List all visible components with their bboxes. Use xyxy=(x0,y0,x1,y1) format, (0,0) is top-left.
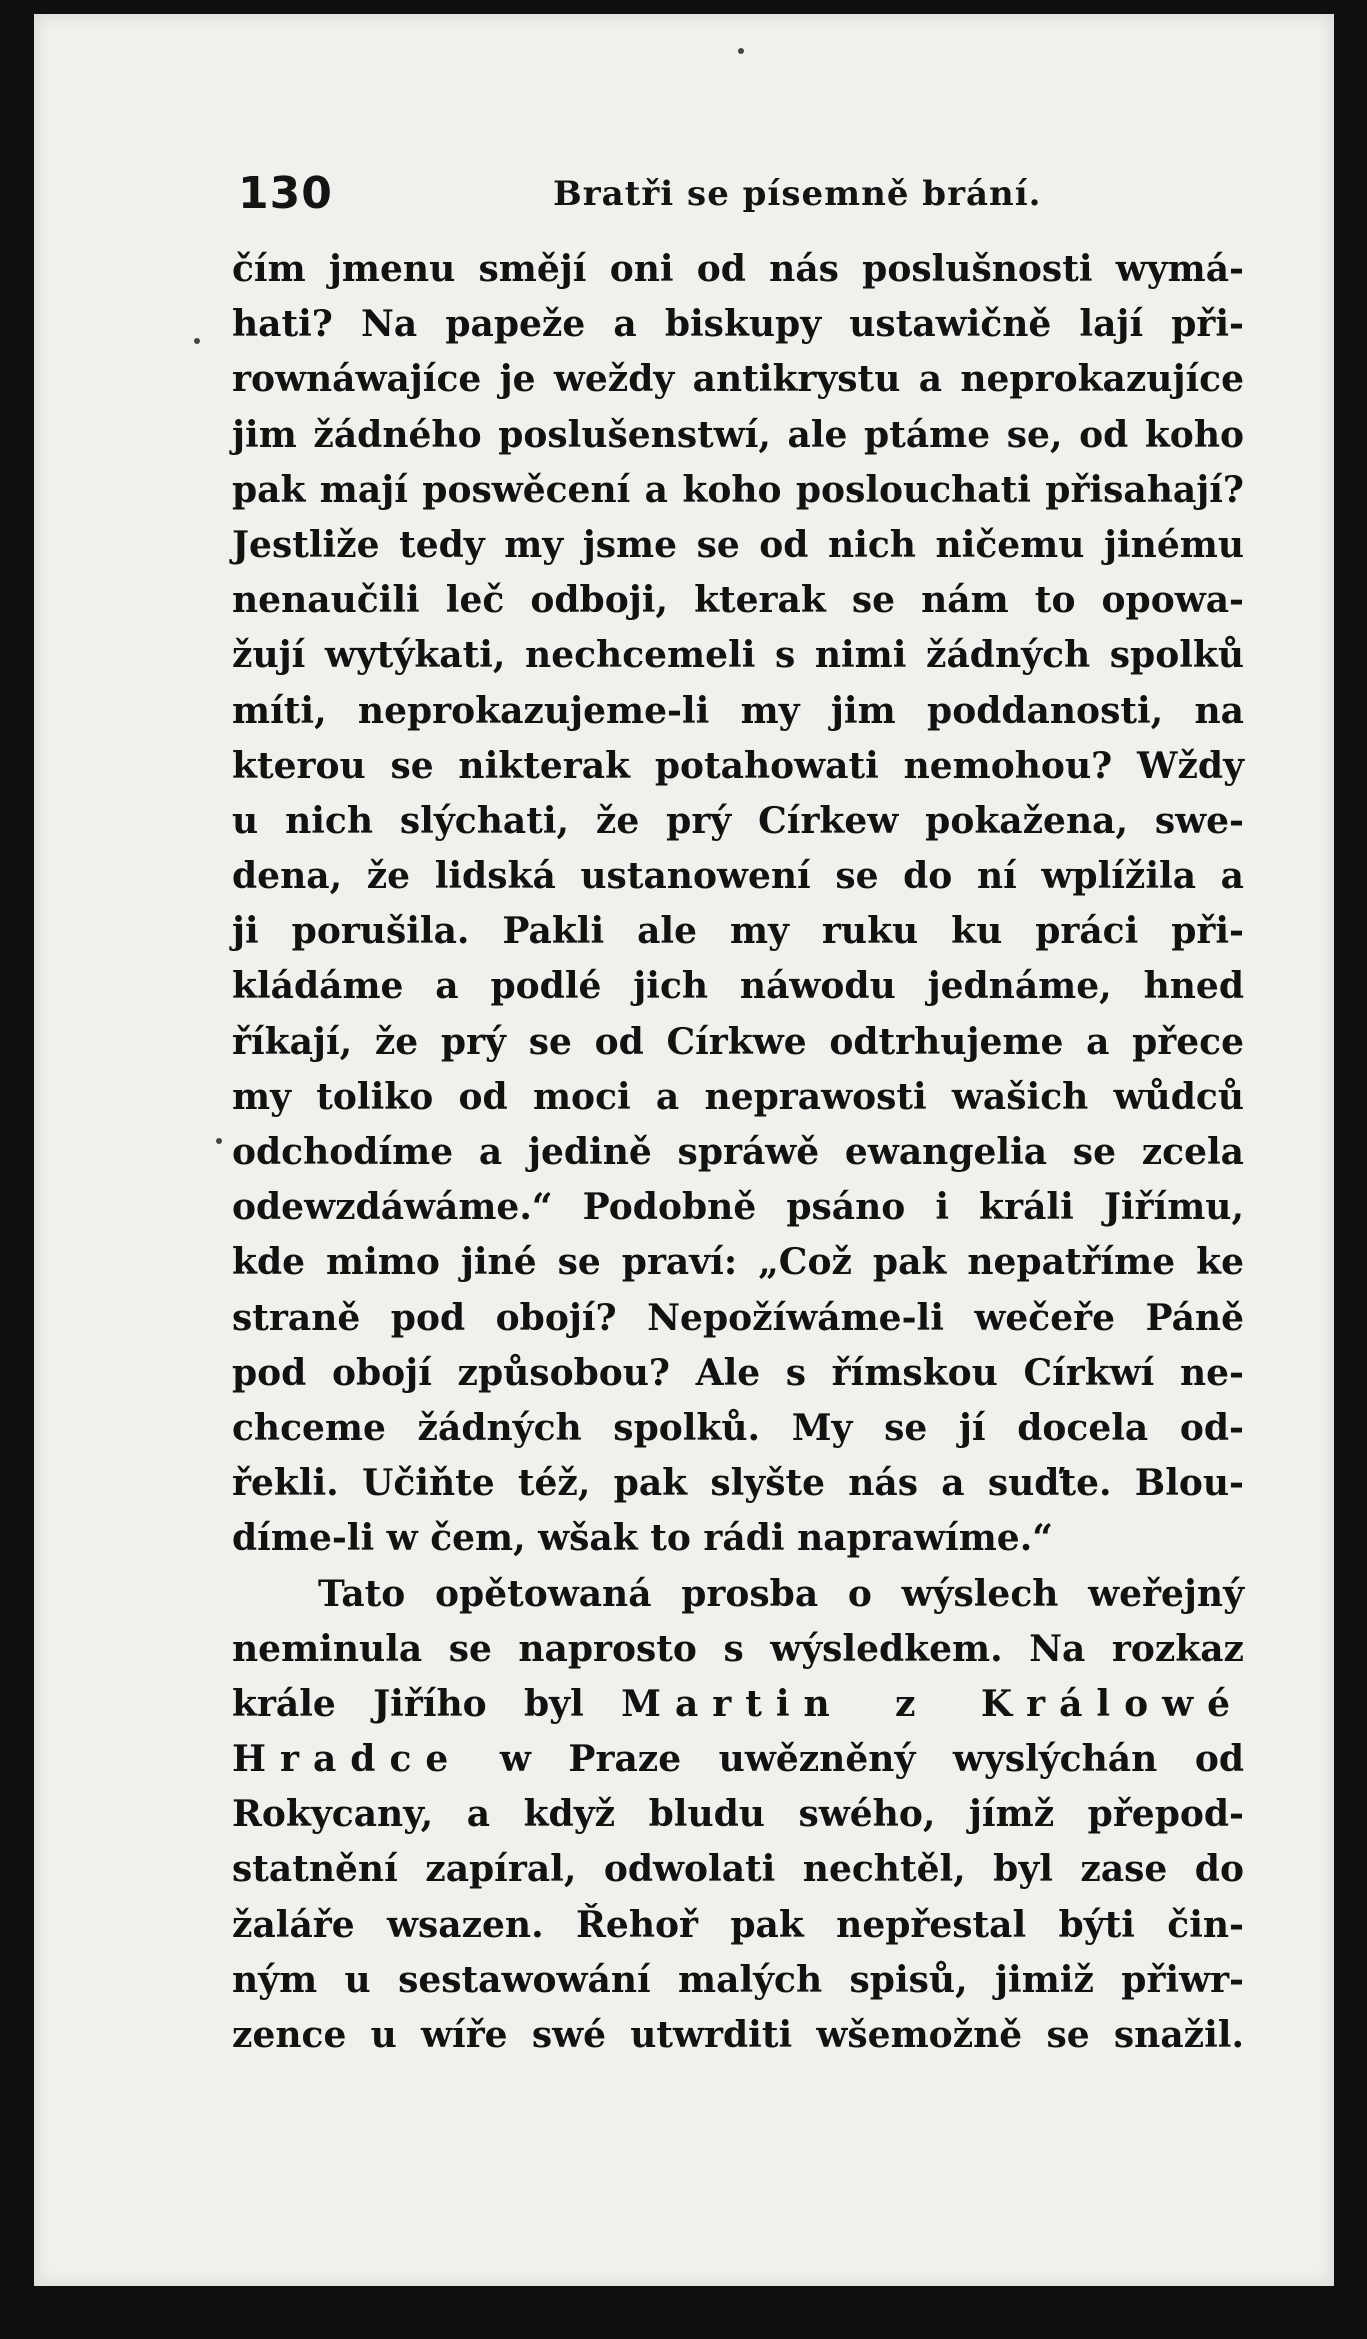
text-line: žují wytýkati, nechcemeli s nimi žádných spolků xyxy=(232,634,1244,677)
text-line: statnění zapíral, odwolati nechtěl, byl zase do xyxy=(232,1848,1244,1891)
text-line: Rokycany, a když bludu swého, jímž přepod- xyxy=(232,1793,1244,1836)
text-line: zence u wíře swé utwrditi wšemožně se snažil. xyxy=(232,2014,1244,2056)
text-line: straně pod obojí? Nepožíwáme-li wečeře Páně xyxy=(232,1296,1244,1339)
text-line: hati? Na papeže a biskupy ustawičně lají při- xyxy=(232,303,1244,346)
text-line: jim žádného poslušenstwí, ale ptáme se, od koho xyxy=(232,413,1244,456)
text-line: pod obojí způsobou? Ale s římskou Církwí ne- xyxy=(232,1351,1244,1394)
text-segment: krále Jiřího byl xyxy=(232,1682,584,1725)
text-line: Jestliže tedy my jsme se od nich ničemu jinému xyxy=(232,523,1244,566)
text-line xyxy=(232,1677,1244,1732)
text-line: řekli. Učiňte též, pak slyšte nás a suďte. Blou- xyxy=(232,1462,1244,1505)
text-line: míti, neprokazujeme-li my jim poddanosti, na xyxy=(232,689,1244,732)
text-line: nenaučili leč odboji, kterak se nám to opowa- xyxy=(232,579,1244,622)
text-line: my toliko od moci a neprawosti wašich wůdců xyxy=(232,1075,1244,1118)
spaced-name: Martin z Králowé xyxy=(621,1682,1244,1725)
running-head: Bratři se písemně brání. xyxy=(553,174,1042,214)
text-line: žaláře wsazen. Řehoř pak nepřestal býti čin- xyxy=(232,1903,1244,1946)
text-line: ným u sestawowání malých spisů, jimiž přiwr- xyxy=(232,1958,1244,2001)
text-line: kterou se nikterak potahowati nemohou? Wždy xyxy=(232,744,1244,787)
text-line: rownáwajíce je weždy antikrystu a neprokazujíce xyxy=(232,358,1244,401)
text-line: kde mimo jiné se praví: „Což pak nepatříme ke xyxy=(232,1241,1244,1284)
text-line: čím jmenu smějí oni od nás poslušnosti wymá- xyxy=(232,248,1244,290)
paragraph-first-line: Tato opětowaná prosba o wýslech weřejný xyxy=(318,1572,1244,1615)
paper-speck xyxy=(194,338,200,344)
text-line: u nich slýchati, že prý Církew pokažena, swe- xyxy=(232,799,1244,842)
text-segment: w Praze uwězněný wyslýchán od xyxy=(499,1738,1244,1781)
page-number: 130 xyxy=(238,168,333,219)
spaced-name: Hradce xyxy=(232,1738,463,1781)
text-line: pak mají poswěcení a koho poslouchati přisahají? xyxy=(232,468,1244,511)
text-line: neminula se naprosto s wýsledkem. Na rozkaz xyxy=(232,1627,1244,1670)
text-line: odchodíme a jedině spráwě ewangelia se zcela xyxy=(232,1131,1244,1173)
page-header xyxy=(238,168,1238,238)
paper-speck xyxy=(216,1138,222,1144)
text-line: kládáme a podlé jich náwodu jednáme, hned xyxy=(232,965,1244,1008)
text-line: díme-li w čem, wšak to rádi naprawíme.“ xyxy=(232,1517,1053,1560)
text-line xyxy=(232,1732,1244,1787)
text-line: ji porušila. Pakli ale my ruku ku práci při- xyxy=(232,910,1244,953)
text-line: říkají, že prý se od Církwe odtrhujeme a přece xyxy=(232,1020,1244,1063)
text-line: dena, že lidská ustanowení se do ní wplížila a xyxy=(232,855,1244,898)
text-line: chceme žádných spolků. My se jí docela od- xyxy=(232,1406,1244,1449)
paper-speck xyxy=(738,48,744,54)
text-line: odewzdáwáme.“ Podobně psáno i králi Jiřímu, xyxy=(232,1186,1244,1229)
body-text xyxy=(232,242,1244,2063)
